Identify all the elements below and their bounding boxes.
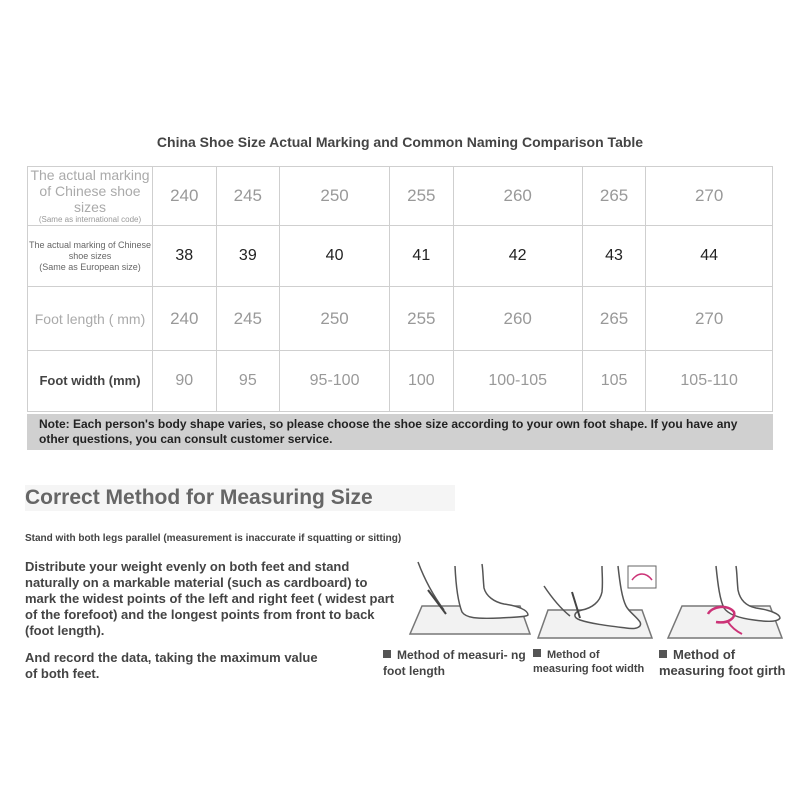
table-cell: 260 (453, 167, 582, 226)
table-cell: 90 (153, 351, 217, 412)
table-cell: 40 (280, 226, 390, 287)
row-header (28, 167, 153, 226)
foot-length-illustration (400, 560, 540, 642)
method-caption (383, 647, 533, 679)
foot-girth-illustration (658, 562, 788, 648)
table-cell: 265 (582, 287, 646, 351)
table-cell: 270 (646, 287, 773, 351)
row-sublabel: (Same as international code) (38, 215, 142, 224)
row-label: Foot length ( mm) (34, 310, 146, 327)
table-cell: 38 (153, 226, 217, 287)
row-header (28, 287, 153, 351)
row-sublabel: (Same as European size) (39, 261, 141, 272)
table-cell: 245 (216, 287, 280, 351)
table-cell: 95 (216, 351, 280, 412)
table-cell: 250 (280, 167, 390, 226)
table-cell: 100-105 (453, 351, 582, 412)
table-cell: 100 (390, 351, 454, 412)
method-caption-text: Method of measuring foot width (533, 649, 645, 675)
row-label: The actual marking of Chinese shoe sizes (30, 167, 150, 215)
table-cell: 42 (453, 226, 582, 287)
foot-width-illustration (530, 562, 660, 648)
table-cell: 105 (582, 351, 646, 412)
method-caption-text: Method of measuri- ng foot length (383, 648, 526, 678)
method-caption (533, 648, 658, 676)
table-cell: 260 (453, 287, 582, 351)
row-label: Foot width (mm) (39, 373, 141, 388)
instruction-paragraph: Distribute your weight evenly on both feet and stand naturally on a markable material (such as cardboard) to mark the widest points of the left and right feet ( widest part of the forefoot) and the longest points from front to back (foot length). (25, 559, 395, 638)
table-title: China Shoe Size Actual Marking and Common Naming Comparison Table (156, 134, 644, 150)
table-cell: 105-110 (646, 351, 773, 412)
table-cell: 270 (646, 167, 773, 226)
row-header (28, 351, 153, 412)
table-cell: 43 (582, 226, 646, 287)
table-cell: 265 (582, 167, 646, 226)
row-label: The actual marking of Chinese shoe sizes (28, 239, 152, 261)
table-row (28, 167, 773, 226)
table-cell: 250 (280, 287, 390, 351)
table-cell: 245 (216, 167, 280, 226)
bullet-square-icon (533, 649, 541, 657)
note-banner: Note: Each person's body shape varies, so please choose the shoe size according to your own foot shape. If you have any other questions, you can consult customer service. (27, 414, 773, 450)
instruction-subtitle: Stand with both legs parallel (measurement is inaccurate if squatting or sitting) (25, 533, 402, 544)
section-title: Correct Method for Measuring Size (25, 485, 455, 511)
table-cell: 41 (390, 226, 454, 287)
table-row (28, 351, 773, 412)
table-row (28, 226, 773, 287)
table-cell: 39 (216, 226, 280, 287)
size-comparison-table (27, 166, 773, 412)
table-row (28, 287, 773, 351)
table-cell: 95-100 (280, 351, 390, 412)
row-header (28, 226, 153, 287)
method-caption (659, 647, 794, 679)
table-cell: 44 (646, 226, 773, 287)
table-cell: 255 (390, 287, 454, 351)
bullet-square-icon (659, 650, 667, 658)
table-cell: 240 (153, 287, 217, 351)
instruction-paragraph: And record the data, taking the maximum value of both feet. (25, 650, 318, 681)
table-cell: 255 (390, 167, 454, 226)
table-cell: 240 (153, 167, 217, 226)
method-caption-text: Method of measuring foot girth (659, 647, 786, 678)
bullet-square-icon (383, 650, 391, 658)
